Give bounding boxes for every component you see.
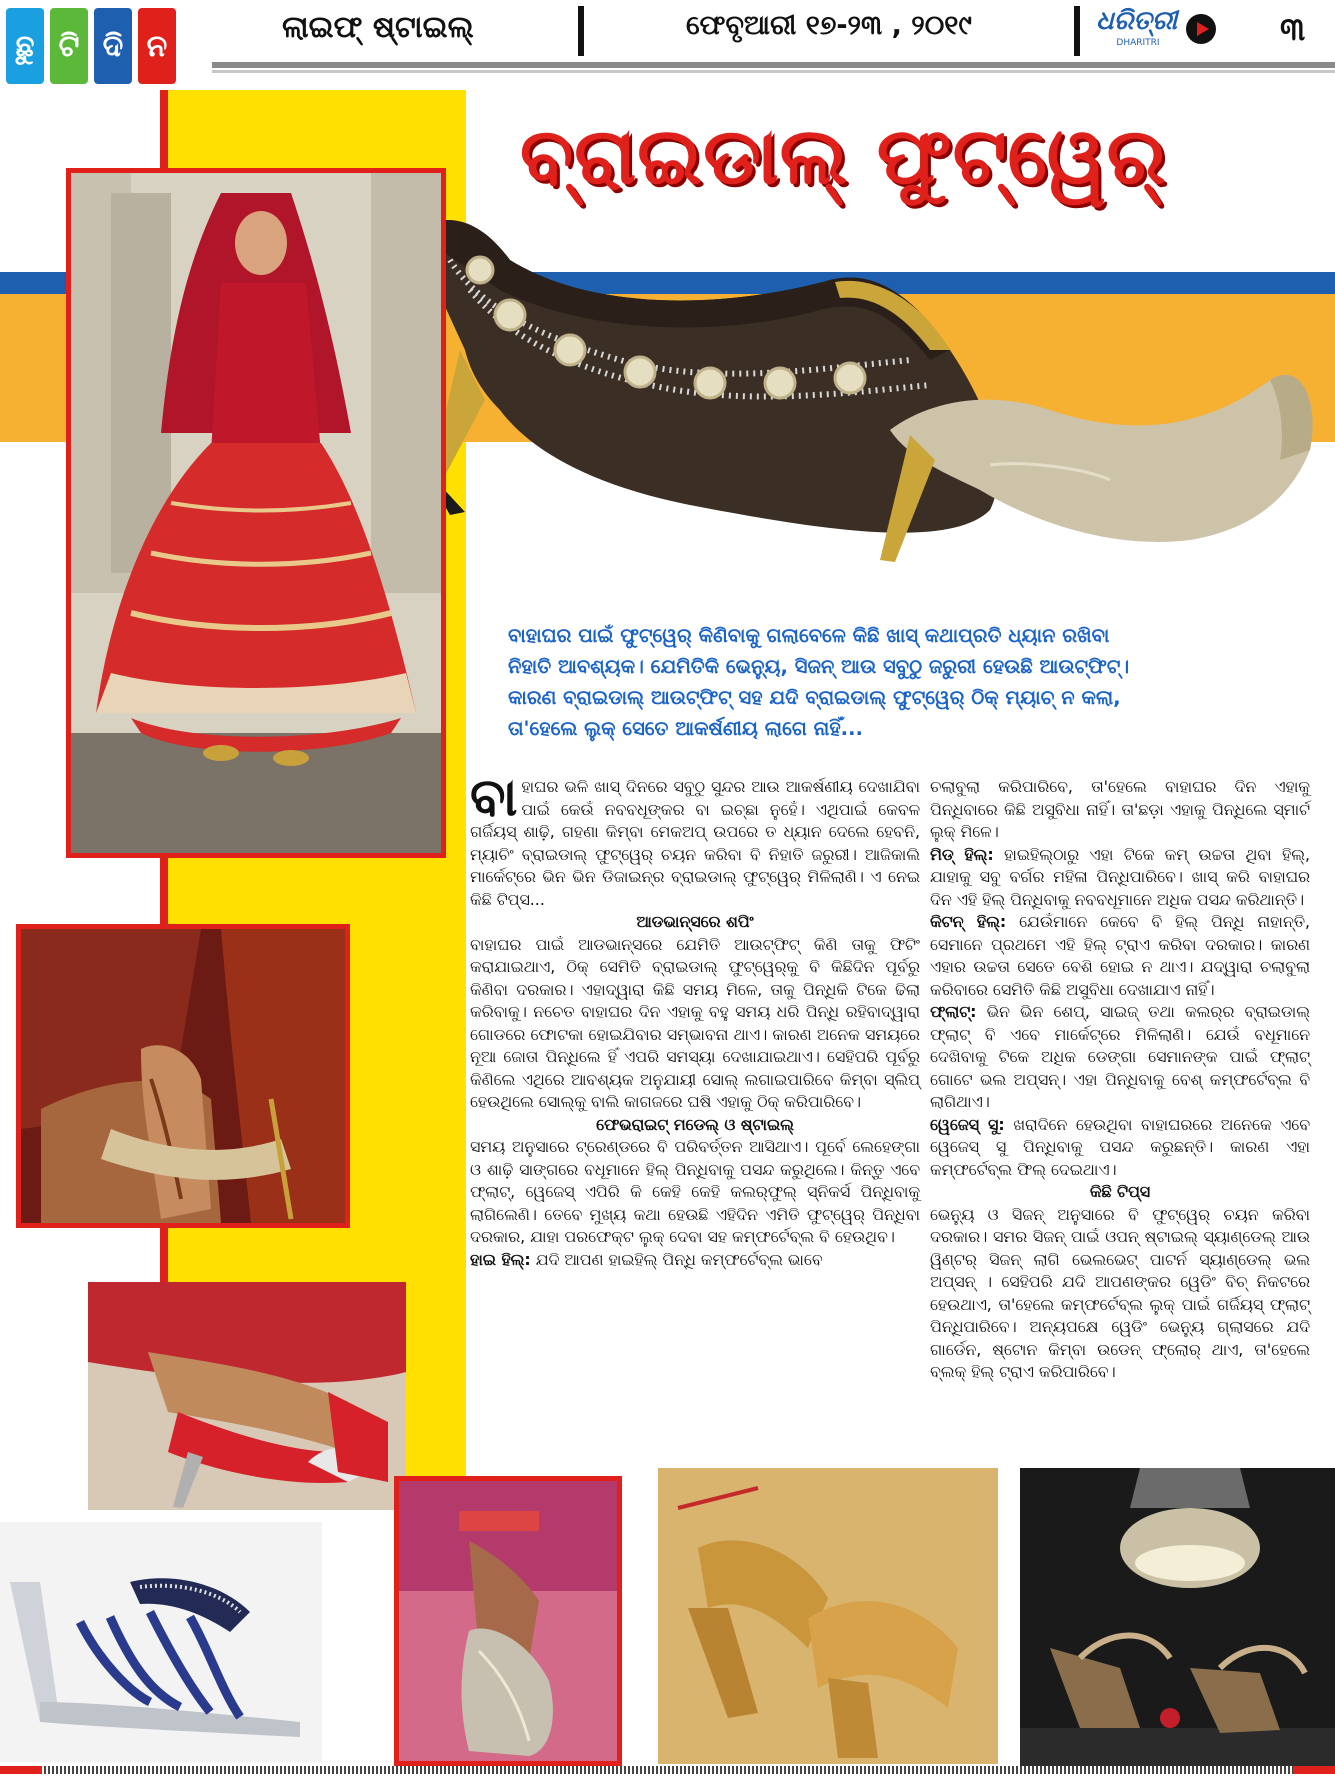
red-heel-photo: [88, 1282, 406, 1510]
article-column-1: [470, 768, 920, 1271]
header-rule: [212, 62, 1335, 68]
paragraph-text: ଖରାଦିନେ ହେଉଥିବା ବାହାଘରରେ ଅନେକେ ଏବେ ୱେଜେସ୍ ସୁ ପିନ୍ଧିବାକୁ ପସନ୍ଦ କରୁଛନ୍ତି। କାରଣ ଏହା କମ୍ଫର୍ଟେବ୍‌ଲ ଫିଲ୍ ଦେଇଥାଏ।: [930, 1114, 1310, 1179]
dropcap: ବା: [470, 768, 518, 828]
subheading-tips: କିଛି ଟିପ୍ସ: [1089, 1182, 1151, 1201]
mehndi-sandal-photo: [16, 924, 350, 1228]
mid-heel-lead: ମିଡ୍ ହିଲ୍:: [930, 844, 994, 864]
flat-lead: ଫ୍ଲାଟ୍:: [930, 1002, 977, 1021]
brand-subtitle: DHARITRI: [1116, 38, 1160, 48]
intro-text: ବାହାଘର ପାଇଁ ଫୁଟ୍‌ୱେର୍ କିଣିବାକୁ ଗଲାବେଳେ କିଛି ଖାସ୍ କଥାପ୍ରତି ଧ୍ୟାନ ରଖିବା ନିହାତି ଆବଶ୍ୟକ। ଯେମିତିକି ଭେନ୍ୟୁ, ସିଜନ୍ ଆଉ ସବୁଠୁ ଜରୁରୀ ହେଉଛି ଆଉଟ୍‌ଫିଟ୍। କାରଣ ବ୍ରାଇଡାଲ୍ ଆଉଟ୍‌ଫିଟ୍ ସହ ଯଦି ବ୍ରାଇଡାଲ୍ ଫୁଟ୍‌ୱେର୍ ଠିକ୍ ମ୍ୟାଚ୍ ନ କଲା, ତା'ହେଲେ ଲୁକ୍ ସେତେ ଆକର୍ଷଣୀୟ ଲାଗେ ନାହିଁ...: [508, 624, 1130, 740]
play-icon: [1186, 14, 1216, 44]
masthead-letter-2: ଟି: [50, 8, 88, 84]
header-rule-thin: [212, 70, 1335, 73]
header-divider-2: [1074, 6, 1080, 56]
article-paragraph-1: [470, 768, 920, 911]
masthead-letter-1: ଛୁ: [6, 8, 44, 84]
brand-logo: [1096, 4, 1180, 56]
article-paragraph-7: [930, 911, 1310, 1001]
subheading-advance-shopping: ଆଡଭାନ୍ସରେ ଶପିଂ: [636, 912, 754, 931]
paragraph-text: ହାଇହିଲ୍‌ଠାରୁ ଏହା ଟିକେ କମ୍ ଉଚ୍ଚତା ଥିବା ହିଲ୍, ଯାହାକୁ ସବୁ ବର୍ଗର ମହିଳା ପିନ୍ଧିପାରିବେ। ଖାସ୍ କରି ବାହାଘର ଦିନ ଏହି ହିଲ୍ ପିନ୍ଧିବାକୁ ନବବଧୂମାନେ ଅଧିକ ପସନ୍ଦ କରିଥାନ୍ତି।: [930, 844, 1310, 909]
blue-strappy-heel-photo: [0, 1522, 322, 1762]
footer-red-accent-right: [1293, 1766, 1335, 1774]
article-paragraph-8: [930, 1001, 1310, 1114]
article-column-2: [930, 776, 1310, 1384]
brand-name: ଧରିତ୍ରୀ: [1096, 6, 1178, 36]
section-title: ଲାଇଫ୍ ଷ୍ଟାଇଲ୍: [282, 10, 474, 45]
hero-shoe-photo: [390, 200, 1335, 620]
masthead-letter-4: ନ: [138, 8, 176, 84]
article-paragraph-6: [930, 844, 1310, 912]
paragraph-text: ଯଦି ଆପଣ ହାଇହିଲ୍ ପିନ୍ଧି କମ୍ଫର୍ଟେବ୍‌ଲ ଭାବେ: [530, 1249, 823, 1269]
subheading-models-styles: ଫେଭରାଇଟ୍ ମଡେଲ୍ ଓ ଷ୍ଟାଇଲ୍: [596, 1114, 794, 1134]
footer-dotted-rule: [0, 1766, 1335, 1774]
header-divider: [578, 6, 584, 56]
wedges-lead: ୱେଜେସ୍ ସୁ:: [930, 1114, 1005, 1134]
kitten-heel-lead: କିଟନ୍ ହିଲ୍:: [930, 912, 1007, 931]
paragraph-text: ହାଘର ଭଳି ଖାସ୍ ଦିନରେ ସବୁଠୁ ସୁନ୍ଦର ଆଉ ଆକର୍ଷଣୀୟ ଦେଖାଯିବା ପାଇଁ କେଉଁ ନବବଧୂଙ୍କର ବା ଇଚ୍ଛା ନୁହେଁ। ଏଥିପାଇଁ କେବଳ ଗର୍ଜିୟସ୍ ଶାଢ଼ି, ଗହଣା କିମ୍ବା ମେକଅପ୍ ଉପରେ ତ ଧ୍ୟାନ ଦେଲେ ହେବନି, ମ୍ୟାଚିଂ ବ୍ରାଇଡାଲ୍ ଫୁଟ୍‌ୱେର୍ ଚୟନ କରିବା ବି ନିହାତି ଜରୁରୀ। ଆଜିକାଲି ମାର୍କେଟ୍‌ରେ ଭିନ ଭିନ ଡିଜାଇନ୍‌ର ବ୍ରାଇଡାଲ୍ ଫୁଟ୍‌ୱେର୍ ମିଳିଲାଣି। ଏ ନେଇ କିଛି ଟିପ୍ସ...: [470, 777, 920, 909]
paragraph-text: ଭିନ ଭିନ ଶେପ୍, ସାଇଜ୍ ତଥା କଲର୍‌ର ବ୍ରାଇଡାଲ୍ ଫ୍ଲାଟ୍ ବି ଏବେ ମାର୍କେଟ୍‌ରେ ମିଳିଲାଣି। ଯେଉଁ ବଧୂମାନେ ଦେଖିବାକୁ ଟିକେ ଅଧିକ ଡେଙ୍ଗା ସେମାନଙ୍କ ପାଇଁ ଫ୍ଲାଟ୍ ଗୋଟେ ଭଲ ଅପ୍ସନ୍। ଏହା ପିନ୍ଧିବାକୁ ବେଶ୍ କମ୍ଫର୍ଟେବ୍‌ଲ ବି ଲାଗିଥାଏ।: [930, 1002, 1310, 1111]
gold-platform-heels-photo: [658, 1468, 998, 1764]
issue-date: ଫେବୃଆରୀ ୧୭-୨୩ , ୨୦୧୯: [686, 10, 972, 41]
article-paragraph-2: ବାହାଘର ପାଇଁ ଆଡଭାନ୍ସରେ ଯେମିତି ଆଉଟ୍‌ଫିଟ୍ କିଣି ତାକୁ ଫିଟିଂ କରାଯାଇଥାଏ, ଠିକ୍ ସେମିତି ବ୍ରାଇଡାଲ୍ ଫୁଟ୍‌ୱେର୍‌କୁ ବି କିଛିଦିନ ପୂର୍ବରୁ କିଣିବା ଦରକାର। ଏହାଦ୍ୱାରା କିଛି ସମୟ ମିଳେ, ତାକୁ ପିନ୍ଧିକି ଟିକେ ଢିଲା କରିବାକୁ। ନଚେତ ବାହାଘର ଦିନ ଏହାକୁ ବହୁ ସମୟ ଧରି ପିନ୍ଧି ରହିବାଦ୍ୱାରା ଗୋଡରେ ଫୋଟକା ହୋଇଯିବାର ସମ୍ଭାବନା ଥାଏ। କାରଣ ଅନେକ ସମୟରେ ନୂଆ ଜୋତା ପିନ୍ଧିଲେ ହିଁ ଏପରି ସମସ୍ୟା ଦେଖାଯାଇଥାଏ। ସେହିପରି ପୂର୍ବରୁ କିଣିଲେ ଏଥିରେ ଆବଶ୍ୟକ ଅନୁଯାୟୀ ସୋଲ୍ ଲଗାଇପାରିବେ କିମ୍ବା ସ୍ଲିପ୍ ହେଉଥିଲେ ସୋଲ୍‌କୁ ବାଲି କାଗଜରେ ଘଷି ଏହାକୁ ଠିକ୍ କରିପାରିବେ।: [470, 934, 920, 1111]
article-paragraph-4: [470, 1249, 920, 1272]
article-paragraph-5: ଚଲାବୁଲା କରିପାରିବେ, ତା'ହେଲେ ବାହାଘର ଦିନ ଏହାକୁ ପିନ୍ଧିବାରେ କିଛି ଅସୁବିଧା ନାହିଁ। ତା'ଛଡ଼ା ଏହାକୁ ପିନ୍ଧିଲେ ସ୍ମାର୍ଟ ଲୁକ୍ ମିଳେ।: [930, 777, 1310, 841]
bride-photo: [66, 168, 446, 858]
block-heel-sandals-photo: [1020, 1468, 1335, 1766]
masthead-letter-3: ଦି: [94, 8, 132, 84]
article-paragraph-3: ସମୟ ଅନୁସାରେ ଟ୍ରେଣ୍ଡରେ ବି ପରିବର୍ତ୍ତନ ଆସିଥାଏ। ପୂର୍ବେ ଲେହେଙ୍ଗା ଓ ଶାଢ଼ି ସାଙ୍ଗରେ ବଧୂମାନେ ହିଲ୍ ପିନ୍ଧିବାକୁ ପସନ୍ଦ କରୁଥିଲେ। କିନ୍ତୁ ଏବେ ଫ୍ଲାଟ୍, ୱେଜେସ୍ ଏପିରି କି କେହି କେହି କଲର୍‌ଫୁଲ୍ ସ୍ନିକର୍ସ ପିନ୍ଧିବାକୁ ଲାଗିଲେଣି। ତେବେ ମୁଖ୍ୟ କଥା ହେଉଛି ଏହିଦିନ ଏମିତି ଫୁଟ୍‌ୱେର୍ ପିନ୍ଧିବା ଦରକାର, ଯାହା ପରଫେକ୍ଟ ଲୁକ୍ ଦେବା ସହ କମ୍ଫର୍ଟେବ୍‌ଲ ବି ହେଉଥିବ।: [470, 1137, 920, 1246]
article-paragraph-9: [930, 1114, 1310, 1182]
sequin-heel-photo: [394, 1476, 622, 1766]
footer-red-accent-left: [0, 1766, 42, 1774]
article-paragraph-10: ଭେନ୍ୟୁ ଓ ସିଜନ୍ ଅନୁସାରେ ବି ଫୁଟ୍‌ୱେର୍ ଚୟନ କରିବା ଦରକାର। ସମର ସିଜନ୍ ପାଇଁ ଓପନ୍ ଷ୍ଟାଇଲ୍ ସ୍ୟାଣ୍ଡେଲ୍ ଆଉ ୱିଣ୍ଟର୍ ସିଜନ୍ ଲାଗି ଭେଲଭେଟ୍ ପାଟର୍ନ ସ୍ୟାଣ୍ଡେଲ୍ ଭଲ ଅପ୍ସନ୍ । ସେହିପରି ଯଦି ଆପଣଙ୍କର ୱେଡିଂ ବିଚ୍ ନିକଟରେ ହେଉଥାଏ, ତା'ହେଲେ କମ୍ଫର୍ଟେବ୍‌ଲ ଲୁକ୍ ପାଇଁ ଗର୍ଜିୟସ୍ ଫ୍ଲାଟ୍ ପିନ୍ଧିପାରିବେ। ଅନ୍ୟପକ୍ଷେ ୱେଡିଂ ଭେନ୍ୟୁ ଗ୍ଲାସରେ ଯଦି ଗାର୍ଡେନ, ଷ୍ଟୋନ କିମ୍ବା ଉଡେନ୍ ଫ୍ଲୋର୍ ଥାଏ, ତା'ହେଲେ ବ୍ଲକ୍ ହିଲ୍ ଟ୍ରାଏ କରିପାରିବେ।: [930, 1204, 1310, 1381]
high-heel-lead: ହାଇ ହିଲ୍:: [470, 1249, 531, 1269]
paragraph-text: ଯେଉଁମାନେ କେବେ ବି ହିଲ୍ ପିନ୍ଧି ନାହାନ୍ତି, ସେମାନେ ପ୍ରଥମେ ଏହି ହିଲ୍ ଟ୍ରାଏ କରିବା ଦରକାର। କାରଣ ଏହାର ଉଚ୍ଚତା ସେତେ ବେଶି ହୋଇ ନ ଥାଏ। ଯଦ୍ୱାରା ଚଲାବୁଲା କରିବାରେ ସେମିତି କିଛି ଅସୁବିଧା ଦେଖାଯାଏ ନାହିଁ।: [930, 912, 1310, 999]
page-headline: ବ୍ରାଇଡାଲ୍ ଫୁଟ୍‌ୱେର୍: [520, 112, 1167, 202]
page-number: ୩: [1280, 10, 1306, 48]
